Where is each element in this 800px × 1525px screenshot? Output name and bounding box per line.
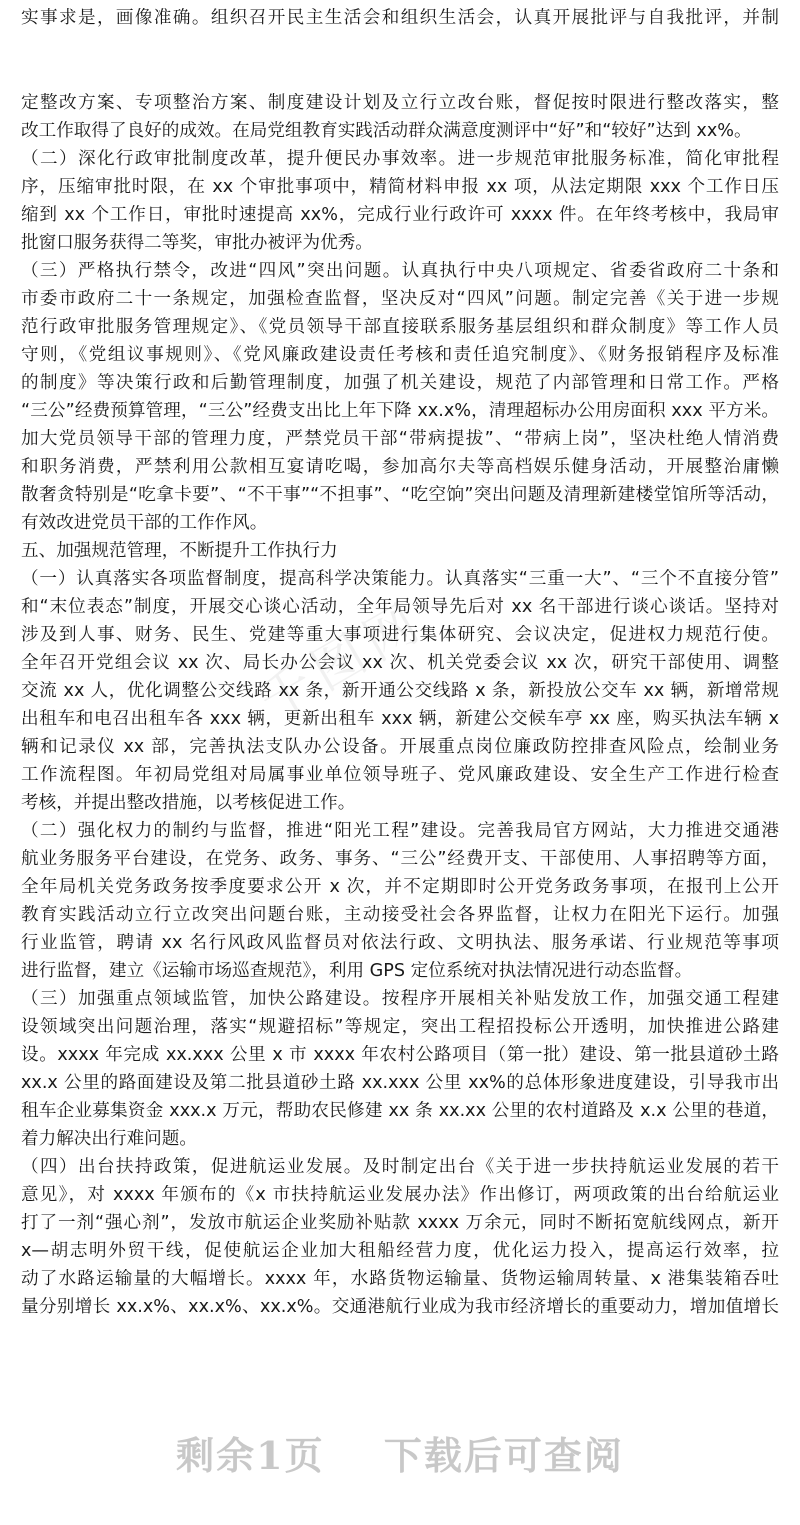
text-line: 辆和记录仪 xx 部，完善执法支队办公设备。开展重点岗位廉政防控排查风险点，绘制业务 <box>21 737 779 757</box>
text-line: 定整改方案、专项整治方案、制度建设计划及立行立改台账，督促按时限进行整改落实，整 <box>21 93 779 113</box>
text-line: （三）严格执行禁令，改进“四风”突出问题。认真执行中央八项规定、省委省政府二十条和 <box>21 261 779 281</box>
text-line: “三公”经费预算管理，“三公”经费支出比上年下降 xx.x%，清理超标办公用房面积 xxx 平方米。 <box>21 401 779 421</box>
text-line: 出租车和电召出租车各 xxx 辆，更新出租车 xxx 辆，新建公交候车亭 xx 座，购买执法车辆 x <box>21 709 779 729</box>
text-line: 航业务服务平台建设，在党务、政务、事务、“三公”经费开支、干部使用、人事招聘等方面， <box>21 849 779 869</box>
text-line: 着力解决出行难问题。 <box>21 1129 197 1149</box>
text-line: 改工作取得了良好的成效。在局党组教育实践活动群众满意度测评中“好”和“较好”达到 xx%。 <box>21 121 752 141</box>
text-line: 考核，并提出整改措施，以考核促进工作。 <box>21 793 356 813</box>
text-line: 动了水路运输量的大幅增长。xxxx 年，水路货物运输量、货物运输周转量、x 港集装箱吞吐 <box>21 1269 779 1289</box>
text-line: 全年局机关党务政务按季度要求公开 x 次，并不定期即时公开党务政务事项，在报刊上公开 <box>21 877 779 897</box>
text-line: 范行政审批服务管理规定》、《党员领导干部直接联系服务基层组织和群众制度》等工作人员 <box>21 317 779 337</box>
text-line: 散奢贪特别是“吃拿卡要”、“不干事”“不担事”、“吃空饷”突出问题及清理新建楼堂馆所等活动， <box>21 485 779 505</box>
text-line: 交流 xx 人，优化调整公交线路 xx 条，新开通公交线路 x 条，新投放公交车 xx 辆，新增常规 <box>21 681 779 701</box>
text-line: 意见》，对 xxxx 年颁布的《x 市扶持航运业发展办法》作出修订，两项政策的出台给航运业 <box>21 1185 779 1205</box>
text-line: 缩到 xx 个工作日，审批时速提高 xx%，完成行业行政许可 xxxx 件。在年终考核中，我局审 <box>21 205 779 225</box>
text-line: 批窗口服务获得二等奖，审批办被评为优秀。 <box>21 233 373 253</box>
text-line: 租车企业募集资金 xxx.x 万元，帮助农民修建 xx 条 xx.xx 公里的农村道路及 x.x 公里的巷道， <box>21 1101 779 1121</box>
text-line: x—胡志明外贸干线，促使航运企业加大租船经营力度，优化运力投入，提高运行效率，拉 <box>21 1241 779 1261</box>
text-line: 设。xxxx 年完成 xx.xxx 公里 x 市 xxxx 年农村公路项目（第一批）建设、第一批县道砂土路 <box>21 1045 779 1065</box>
text-line: （二）深化行政审批制度改革，提升便民办事效率。进一步规范审批服务标准，简化审批程 <box>21 149 779 169</box>
text-line: 守则，《党组议事规则》、《党风廉政建设责任考核和责任追究制度》、《财务报销程序及标准 <box>21 345 779 365</box>
text-line: 和职务消费，严禁利用公款相互宴请吃喝，参加高尔夫等高档娱乐健身活动，开展整治庸懒 <box>21 457 779 477</box>
text-line: （四）出台扶持政策，促进航运业发展。及时制定出台《关于进一步扶持航运业发展的若干 <box>21 1157 779 1177</box>
text-line: 序，压缩审批时限，在 xx 个审批事项中，精简材料申报 xx 项，从法定期限 xxx 个工作日压 <box>21 177 779 197</box>
text-line: xx.x 公里的路面建设及第二批县道砂土路 xx.xxx 公里 xx%的总体形象进度建设，引导我市出 <box>21 1073 779 1093</box>
text-line: 和“末位表态”制度，开展交心谈心活动，全年局领导先后对 xx 名干部进行谈心谈话。坚持对 <box>21 597 779 617</box>
text-line: 工作流程图。年初局党组对局属事业单位领导班子、党风廉政建设、安全生产工作进行检查 <box>21 765 779 785</box>
watermark: 千图网 <box>249 590 436 733</box>
text-line: 实事求是，画像准确。组织召开民主生活会和组织生活会，认真开展批评与自我批评，并制 <box>21 8 779 28</box>
text-line: 的制度》等决策行政和后勤管理制度，加强了机关建设，规范了内部管理和日常工作。严格 <box>21 373 779 393</box>
text-line: 进行监督，建立《运输市场巡查规范》，利用 GPS 定位系统对执法情况进行动态监督。 <box>21 961 693 981</box>
text-line: 量分别增长 xx.x%、xx.x%、xx.x%。交通港航行业成为我市经济增长的重要动力，增加值增长 <box>21 1297 779 1317</box>
text-line: 涉及到人事、财务、民生、党建等重大事项进行集体研究、会议决定，促进权力规范行使。 <box>21 625 779 645</box>
text-line: （一）认真落实各项监督制度，提高科学决策能力。认真落实“三重一大”、“三个不直接分管” <box>21 569 779 589</box>
text-line: 全年召开党组会议 xx 次、局长办公会议 xx 次、机关党委会议 xx 次，研究干部使用、调整 <box>21 653 779 673</box>
download-prompt[interactable] <box>0 1425 800 1480</box>
text-line: 市委市政府二十一条规定，加强检查监督，坚决反对“四风”问题。制定完善《关于进一步规 <box>21 289 779 309</box>
text-line: 教育实践活动立行立改突出问题台账，主动接受社会各界监督，让权力在阳光下运行。加强 <box>21 905 779 925</box>
text-line: 加大党员领导干部的管理力度，严禁党员干部“带病提拔”、“带病上岗”，坚决杜绝人情消费 <box>21 429 779 449</box>
text-line: 设领域突出问题治理，落实“规避招标”等规定，突出工程招投标公开透明，加快推进公路建 <box>21 1017 779 1037</box>
text-line: （二）强化权力的制约与监督，推进“阳光工程”建设。完善我局官方网站，大力推进交通港 <box>21 821 779 841</box>
remaining-pages-label: 剩余1页 <box>176 1433 325 1478</box>
text-line: 打了一剂“强心剂”，发放市航运企业奖励补贴款 xxxx 万余元，同时不断拓宽航线网点，新开 <box>21 1213 779 1233</box>
text-line: （三）加强重点领域监管，加快公路建设。按程序开展相关补贴发放工作，加强交通工程建 <box>21 989 779 1009</box>
download-to-view-label[interactable]: 下载后可查阅 <box>383 1433 624 1478</box>
text-line: 有效改进党员干部的工作作风。 <box>21 513 268 533</box>
section-heading: 五、加强规范管理，不断提升工作执行力 <box>21 541 338 561</box>
text-line: 行业监管，聘请 xx 名行风政风监督员对依法行政、文明执法、服务承诺、行业规范等事项 <box>21 933 779 953</box>
